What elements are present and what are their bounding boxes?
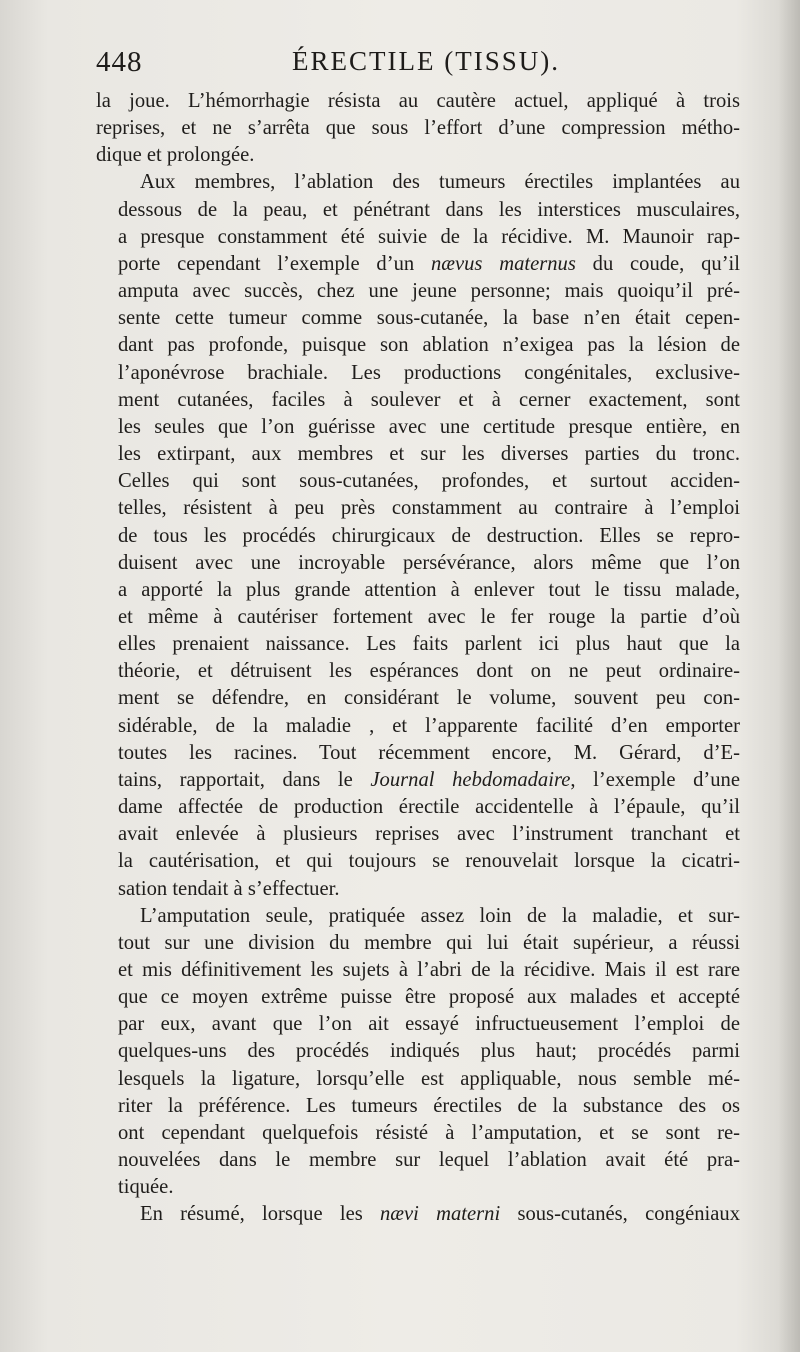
text-line: [96, 876, 740, 903]
text-line: [96, 115, 740, 142]
text-line: [96, 523, 740, 550]
text-run: reprises, et ne s’arrêta que sous l’effort d’une compression métho-: [96, 117, 740, 140]
text-run: amputa avec succès, chez une jeune personne; mais quoiqu’il pré-: [118, 280, 740, 303]
text-run: telles, résistent à peu près constamment au contraire à l’emploi: [118, 497, 740, 520]
text-run: dessous de la peau, et pénétrant dans les interstices musculaires,: [118, 198, 740, 221]
text-line: [96, 332, 740, 359]
text-run: du coude, qu’il: [575, 252, 740, 275]
text-line: [96, 495, 740, 522]
text-run: sous-cutanés, congéniaux: [500, 1203, 741, 1226]
text-run: elles prenaient naissance. Les faits parlent ici plus haut que la: [118, 633, 740, 656]
text-line: [96, 1066, 740, 1093]
text-run: les seules que l’on guérisse avec une certitude presque entière, en: [118, 415, 740, 438]
text-run: sente cette tumeur comme sous-cutanée, la base n’en était cepen-: [118, 307, 740, 330]
text-run: Aux membres, l’ablation des tumeurs érectiles implantées au: [140, 171, 740, 194]
text-line: [96, 1120, 740, 1147]
text-run: quelques-uns des procédés indiqués plus haut; procédés parmi: [118, 1040, 740, 1063]
text-run: et mis définitivement les sujets à l’abri de la récidive. Mais il est rare: [118, 959, 740, 981]
text-line: [96, 604, 740, 631]
text-line: [96, 658, 740, 685]
text-line: [96, 88, 740, 115]
text-run: tains, rapportait, dans le: [118, 768, 371, 791]
text-line: [96, 821, 740, 848]
text-line: [96, 577, 740, 604]
text-line: [96, 740, 740, 767]
text-run: tiquée.: [118, 1176, 174, 1199]
text-line: [96, 550, 740, 577]
running-head: ÉRECTILE (TISSU).: [292, 46, 560, 76]
text-line: [96, 305, 740, 332]
text-line: [96, 685, 740, 712]
text-line: [96, 984, 740, 1011]
paragraph: [96, 88, 740, 169]
text-run: sidérable, de la maladie , et l’apparente facilité d’en emporter: [118, 714, 740, 737]
text-line: [96, 1011, 740, 1038]
text-run: l’aponévrose brachiale. Les productions congénitales, exclusive-: [118, 361, 740, 384]
text-run: En résumé, lorsque les: [140, 1203, 380, 1226]
text-run: nouvelées dans le membre sur lequel l’ablation avait été pra-: [118, 1149, 740, 1172]
text-line: [96, 794, 740, 821]
page-edge-shadow: [778, 0, 800, 1352]
text-run: toutes les racines. Tout récemment encore, M. Gérard, d’E-: [118, 741, 740, 764]
text-run: ont cependant quelquefois résisté à l’amputation, et se sont re-: [118, 1121, 740, 1144]
text-line: [96, 848, 740, 875]
text-run: a presque constamment été suivie de la récidive. M. Maunoir rap-: [118, 225, 740, 248]
text-run: Celles qui sont sous-cutanées, profondes, et surtout acciden-: [118, 470, 740, 493]
text-run: ment se défendre, en considérant le volume, souvent peu con-: [118, 687, 740, 710]
text-line: [96, 224, 740, 251]
text-run: la joue. L’hémorrhagie résista au cautère actuel, appliqué à trois: [96, 90, 740, 112]
text-line: [96, 930, 740, 957]
text-run: avait enlevée à plusieurs reprises avec l’instrument tranchant et: [118, 823, 740, 846]
text-run: ment cutanées, faciles à soulever et à cerner exactement, sont: [118, 388, 740, 411]
body-text: [96, 88, 740, 1229]
italic-run: nævi materni: [379, 1203, 501, 1226]
text-run: duisent avec une incroyable persévérance, alors même que l’on: [118, 551, 740, 574]
text-run: dame affectée de production érectile accidentelle à l’épaule, qu’il: [118, 796, 740, 819]
text-line: [96, 957, 740, 984]
text-run: la cautérisation, et qui toujours se renouvelait lorsque la cicatri-: [118, 850, 740, 873]
text-line: [96, 468, 740, 495]
text-run: les extirpant, aux membres et sur les diverses parties du tronc.: [118, 443, 740, 466]
text-line: [96, 387, 740, 414]
text-line: [96, 903, 740, 930]
text-line: [96, 142, 740, 169]
text-run: par eux, avant que l’on ait essayé infructueusement l’emploi de: [118, 1013, 740, 1036]
paragraph: [96, 1201, 740, 1228]
text-run: théorie, et détruisent les espérances dont on ne peut ordinaire-: [118, 660, 740, 683]
text-line: [96, 631, 740, 658]
page-number: 448: [96, 46, 143, 78]
text-run: , l’exemple d’une: [570, 768, 740, 791]
text-line: [96, 1174, 740, 1201]
paragraph: [96, 903, 740, 1202]
text-line: [96, 1147, 740, 1174]
text-run: lesquels la ligature, lorsqu’elle est appliquable, nous semble mé-: [118, 1067, 740, 1090]
italic-run: Journal hebdomadaire: [370, 768, 571, 791]
text-line: [96, 251, 740, 278]
text-line: [96, 713, 740, 740]
italic-run: nævus maternus: [430, 252, 576, 275]
text-line: [96, 441, 740, 468]
text-run: tout sur une division du membre qui lui était supérieur, a réussi: [118, 931, 740, 954]
text-line: [96, 1093, 740, 1120]
text-line: [96, 169, 740, 196]
text-run: L’amputation seule, pratiquée assez loin de la maladie, et sur-: [140, 904, 740, 927]
page-header: [96, 46, 746, 86]
text-run: riter la préférence. Les tumeurs érectiles de la substance des os: [118, 1094, 740, 1117]
paragraph: [96, 169, 740, 902]
text-run: dant pas profonde, puisque son ablation n’exigea pas la lésion de: [118, 334, 740, 357]
text-line: [96, 767, 740, 794]
text-run: sation tendait à s’effectuer.: [118, 877, 340, 900]
text-line: [96, 278, 740, 305]
text-line: [96, 414, 740, 441]
text-run: dique et prolongée.: [96, 144, 255, 167]
text-run: et même à cautériser fortement avec le fer rouge la partie d’où: [118, 605, 740, 628]
text-run: a apporté la plus grande attention à enlever tout le tissu malade,: [118, 578, 740, 601]
text-run: de tous les procédés chirurgicaux de destruction. Elles se repro-: [118, 524, 740, 547]
text-line: [96, 1201, 740, 1228]
text-run: que ce moyen extrême puisse être proposé aux malades et accepté: [118, 986, 740, 1009]
text-line: [96, 197, 740, 224]
text-line: [96, 1038, 740, 1065]
text-run: porte cependant l’exemple d’un: [118, 252, 431, 275]
text-line: [96, 360, 740, 387]
